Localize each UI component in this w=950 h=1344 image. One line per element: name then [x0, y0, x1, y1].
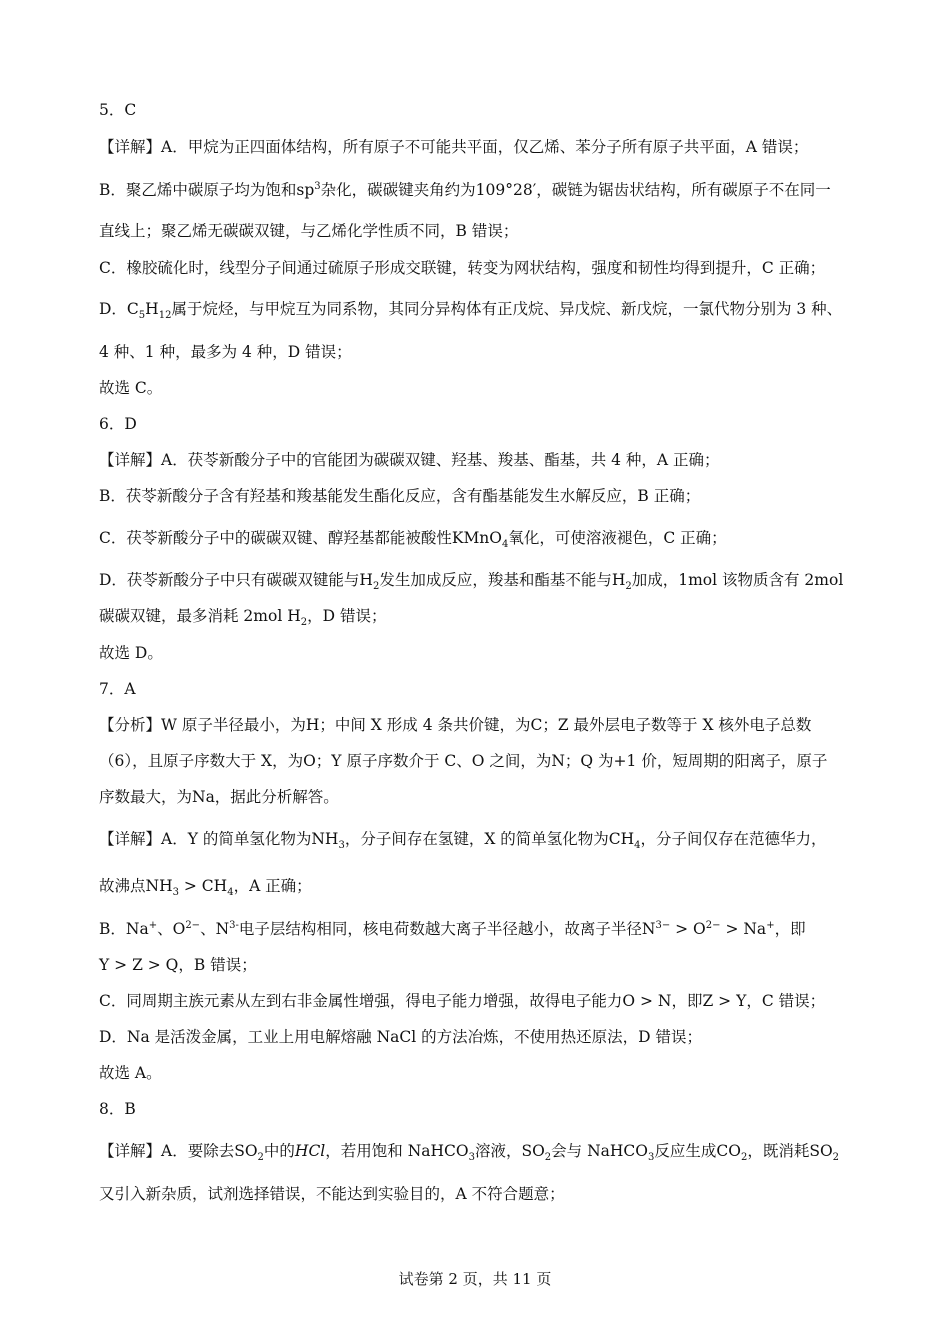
q5-option-d-line2: 4 种、1 种，最多为 4 种，D 错误； [99, 343, 352, 361]
q5-option-b-line2: 直线上；聚乙烯无碳碳双键，与乙烯化学性质不同，B 错误； [99, 222, 519, 240]
q7-analysis-line2: （6），且原子序数大于 X，为O；Y 原子序数介于 C、O 之间，为N；Q 为+1 价，短周期的阳离子，原子 [99, 752, 828, 770]
q7-analysis-line1: 【分析】W 原子半径最小，为H；中间 X 形成 4 条共价键，为C；Z 最外层电子数等于 X 核外电子总数 [99, 716, 812, 734]
q5-option-c: C．橡胶硫化时，线型分子间通过硫原子形成交联键，转变为网状结构，强度和韧性均得到提升，C 正确； [99, 259, 826, 277]
q5-option-a: 【详解】A．甲烷为正四面体结构，所有原子不可能共平面，仅乙烯、苯分子所有原子共平面，A 错误； [99, 138, 809, 156]
q6-option-d-line2: 碳碳双键，最多消耗 2mol $H_2$，D 错误； [99, 607, 387, 629]
page-footer: 试卷第 2 页，共 11 页 [398, 1270, 552, 1288]
q8-option-a-line2: 又引入新杂质，试剂选择错误，不能达到实验目的，A 不符合题意； [99, 1185, 565, 1203]
q7-option-b-line1: B．Na+、$O^{2-}$、$N^{3-}$电子层结构相同，核电荷数越大离子半径越小，故离子半径$N^{3-} > O^{2-} > Na^+$，即 [99, 919, 806, 938]
q7-option-a-line1: 【详解】A．Y 的简单氢化物为$NH_3$，分子间存在氢键，X 的简单氢化物为$CH_4$，分子间仅存在范德华力， [99, 830, 827, 852]
q7-option-d: D．Na 是活泼金属，工业上用电解熔融 NaCl 的方法冶炼，不使用热还原法，D 错误； [99, 1028, 702, 1046]
q5-answer: 5．C [99, 101, 137, 119]
q7-option-a-line2: 故沸点$NH_3 > CH_4$，A 正确； [99, 877, 312, 899]
q6-option-a: 【详解】A．茯苓新酸分子中的官能团为碳碳双键、羟基、羧基、酯基，共 4 种，A 正确； [99, 451, 720, 469]
q8-answer: 8．B [99, 1100, 136, 1118]
q7-option-b-line2: Y > Z > Q，B 错误； [99, 956, 257, 974]
q5-option-d-line1: D．$C_5H_{12}$属于烷烃，与甲烷互为同系物，其同分异构体有正戊烷、异戊烷、新戊烷，一氯代物分别为 3 种、 [99, 300, 843, 322]
q6-conclusion: 故选 D。 [99, 644, 163, 662]
q6-option-d-line1: D．茯苓新酸分子中只有碳碳双键能与$H_2$发生加成反应，羧基和酯基不能与$H_2$加成，1mol 该物质含有 2mol [99, 571, 844, 593]
q6-option-c: C．茯苓新酸分子中的碳碳双键、醇羟基都能被酸性KMnO$_4$氧化，可使溶液褪色，C 正确； [99, 529, 727, 551]
q7-answer: 7．A [99, 680, 136, 698]
q7-option-c: C．同周期主族元素从左到右非金属性增强，得电子能力增强，故得电子能力O > N，即Z > Y，C 错误； [99, 992, 826, 1010]
q7-conclusion: 故选 A。 [99, 1064, 162, 1082]
q6-answer: 6．D [99, 415, 137, 433]
q5-option-b-line1: B．聚乙烯中碳原子均为饱和$sp^3$杂化，碳碳键夹角约为109°28′，碳链为锯齿状结构，所有碳原子不在同一 [99, 180, 831, 199]
q7-analysis-line3: 序数最大，为Na，据此分析解答。 [99, 788, 339, 806]
q6-option-b: B．茯苓新酸分子含有羟基和羧基能发生酯化反应，含有酯基能发生水解反应，B 正确； [99, 487, 701, 505]
q8-option-a-line1: 【详解】A．要除去$SO_2$中的HCl，若用饱和 NaHCO$_3$溶液，$SO_2$会与 NaHCO$_3$反应生成$CO_2$，既消耗$SO_2$ [99, 1142, 840, 1164]
q5-conclusion: 故选 C。 [99, 379, 163, 397]
